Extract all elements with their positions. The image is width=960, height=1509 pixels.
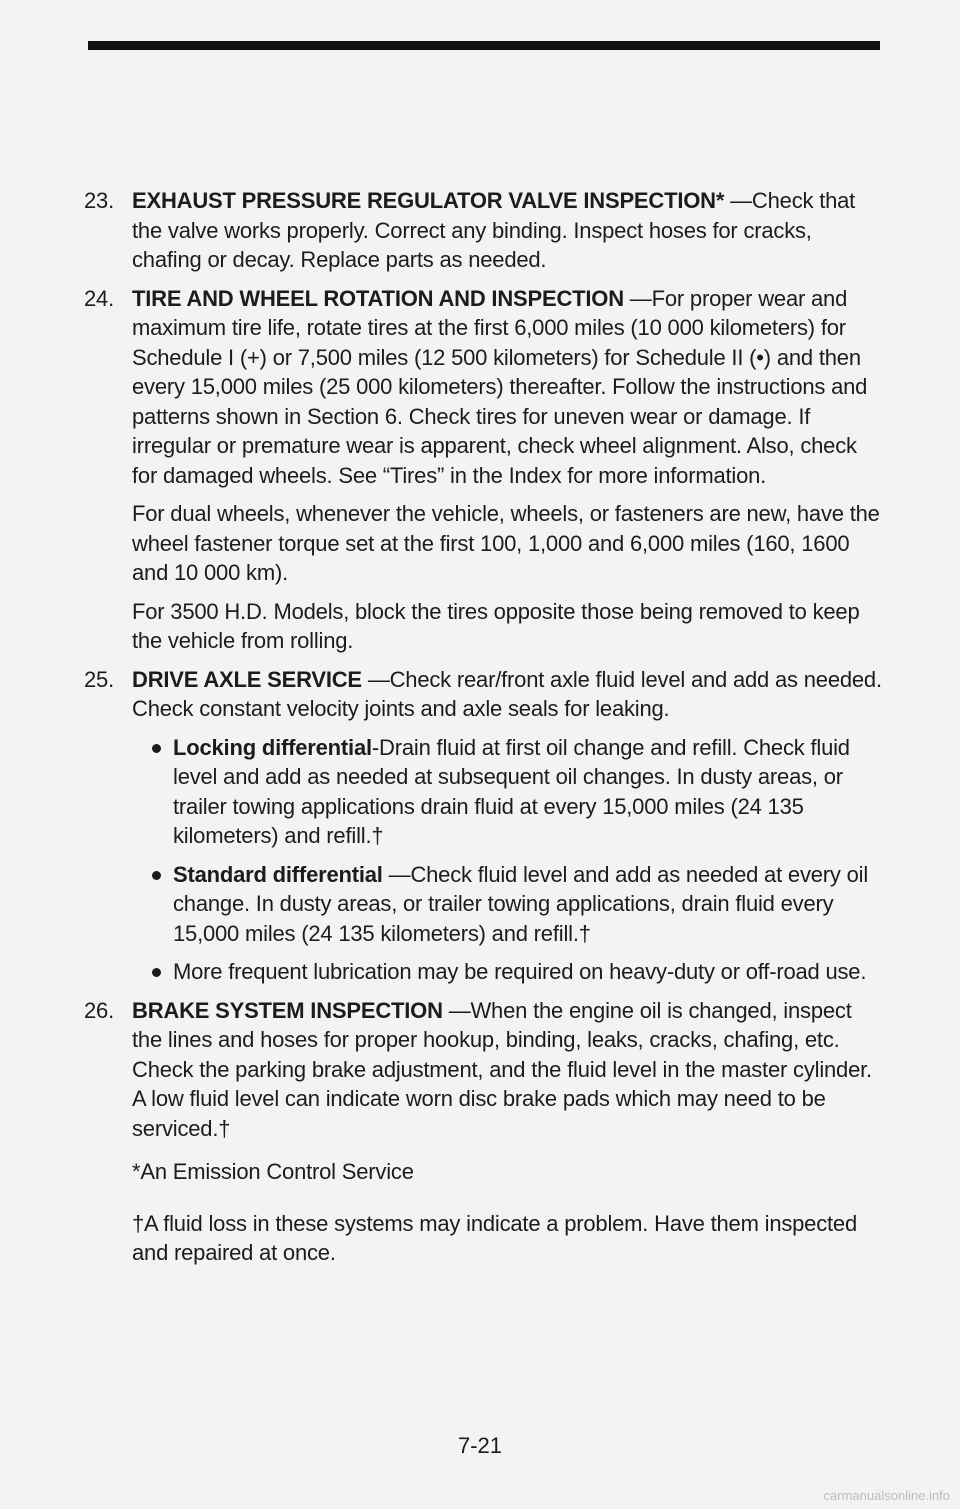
- axle-bullet-list: [84, 733, 884, 987]
- page-number: 7-21: [457, 1433, 503, 1458]
- header-rule: [88, 41, 880, 50]
- item-title: TIRE AND WHEEL ROTATION AND INSPECTION: [132, 285, 624, 311]
- bullet-icon: [152, 968, 161, 977]
- bullet-text: -Drain fluid at first oil change and refill. Check fluid level and add as needed at subsequent oil changes. In dusty areas, or trailer towing applications drain fluid at every 15,000 miles (24 135 kilometers) and refill.†: [173, 734, 850, 848]
- fluid-loss-footnote: †A fluid loss in these systems may indicate a problem. Have them inspected and repaired at once.: [132, 1210, 858, 1265]
- bullet-icon: [152, 871, 161, 880]
- bullet-icon: [152, 744, 161, 753]
- bullet-title: Locking differential: [173, 734, 372, 760]
- site-watermark: carmanualsonline.info: [823, 1488, 950, 1503]
- bullet-text: More frequent lubrication may be required on heavy-duty or off-road use.: [173, 959, 867, 984]
- item-text: —Check rear/front axle fluid level and add as needed. Check constant velocity joints and axle seals for leaking.: [132, 666, 882, 721]
- page-content: [84, 186, 884, 1277]
- bullet-title: Standard differential: [173, 861, 383, 887]
- hd-models-paragraph: For 3500 H.D. Models, block the tires opposite those being removed to keep the vehicle from rolling.: [132, 598, 860, 653]
- item-title: DRIVE AXLE SERVICE: [132, 666, 362, 692]
- item-number: 24.: [84, 285, 114, 311]
- bullet-text: —Check fluid level and add as needed at every oil change. In dusty areas, or trailer towing applications, drain fluid every 15,000 miles (24 135 kilometers) and refill.†: [173, 861, 869, 946]
- item-text: —When the engine oil is changed, inspect the lines and hoses for proper hookup, binding, leaks, cracks, chafing, etc. Check the parking brake adjustment, and the fluid level in the master cylinder. A low fluid level can indicate worn disc brake pads which may need to be serviced.†: [132, 997, 872, 1141]
- list-item: [152, 733, 884, 851]
- item-text: —For proper wear and maximum tire life, rotate tires at the first 6,000 miles (10 000 kilometers) for Schedule I (+) or 7,500 miles (12 500 kilometers) for Schedule II (•) and then every 15,000 miles (25 000 kilometers) thereafter. Follow the instructions and patterns shown in Section 6. Check tires for uneven wear or damage. If irregular or premature wear is apparent, check wheel alignment. Also, check for damaged wheels. See “Tires” in the Index for more information.: [132, 285, 868, 488]
- emission-footnote: *An Emission Control Service: [132, 1159, 414, 1184]
- item-number: 26.: [84, 997, 114, 1023]
- item-number: 25.: [84, 666, 114, 692]
- item-title: EXHAUST PRESSURE REGULATOR VALVE INSPECTION*: [132, 188, 725, 213]
- item-number: 23.: [84, 188, 114, 213]
- item-title: BRAKE SYSTEM INSPECTION: [132, 997, 443, 1023]
- list-item: [152, 860, 884, 949]
- item-23: [84, 186, 884, 275]
- dual-wheels-paragraph: For dual wheels, whenever the vehicle, wheels, or fasteners are new, have the wheel fastener torque set at the first 100, 1,000 and 6,000 miles (160, 1600 and 10 000 km).: [132, 501, 880, 585]
- item-26: [84, 996, 884, 1144]
- item-text: —Check that the valve works properly. Correct any binding. Inspect hoses for cracks, chafing or decay. Replace parts as needed.: [132, 188, 856, 272]
- list-item: [152, 957, 884, 987]
- item-25: [84, 665, 884, 724]
- item-24: [84, 284, 884, 491]
